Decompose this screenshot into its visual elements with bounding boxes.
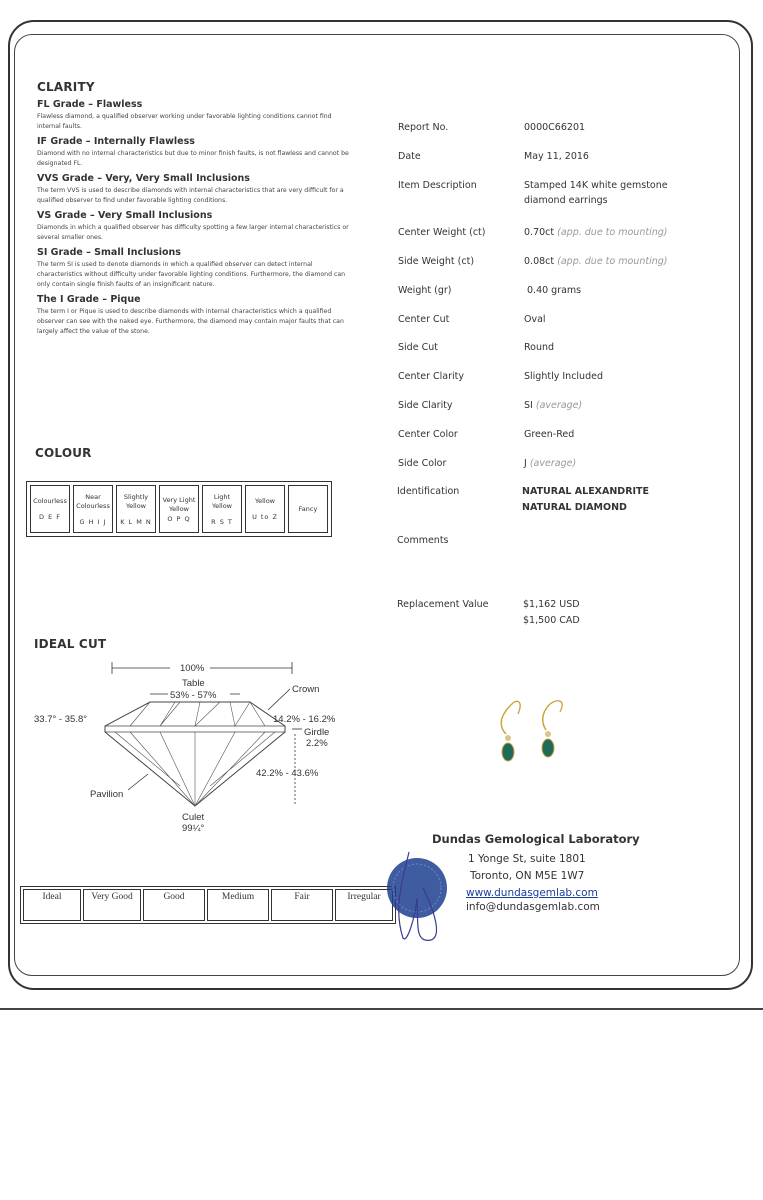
center-cut-value: Oval xyxy=(524,314,546,325)
crown-pointer xyxy=(268,689,290,710)
colour-cell-near-colourless: Near Colourless G H I J xyxy=(73,485,113,533)
clarity-text-vs: Diamonds in which a qualified observer has difficulty spotting a few larger internal characteristics or several smaller ones. xyxy=(37,224,349,241)
center-color-value: Green-Red xyxy=(524,429,575,440)
cut-grade-fair: Fair xyxy=(271,889,333,921)
clarity-text-vvs: The term VVS is used to describe diamonds with internal characteristics that are very difficult for a qualified observer to find under favorable lighting conditions. xyxy=(37,187,344,204)
lab-address-1: 1 Yonge St, suite 1801 xyxy=(468,853,586,865)
girdle-label: Girdle xyxy=(304,727,330,738)
clarity-section xyxy=(37,98,357,340)
date-value: May 11, 2016 xyxy=(524,151,589,162)
center-color-label: Center Color xyxy=(398,429,458,440)
cut-grade-irregular: Irregular xyxy=(335,889,393,921)
ideal-cut-title: IDEAL CUT xyxy=(34,637,107,651)
item-description-value: Stamped 14K white gemstone diamond earrings xyxy=(524,180,668,206)
pavilion-facets xyxy=(115,732,275,806)
crown-angle: 33.7° - 35.8° xyxy=(34,714,88,725)
side-color-value: J (average) xyxy=(524,458,577,469)
colour-cell-colourless: Colourless D E F xyxy=(30,485,70,533)
side-cut-label: Side Cut xyxy=(398,342,438,353)
alexandrite-left xyxy=(502,743,514,761)
comments-label: Comments xyxy=(397,535,449,546)
pavilion-pointer xyxy=(128,774,148,790)
pavilion-label: Pavilion xyxy=(90,789,124,800)
replacement-value-label: Replacement Value xyxy=(397,599,489,610)
alexandrite-right xyxy=(542,739,554,757)
earring-hook-right xyxy=(543,704,550,730)
clarity-heading-fl: FL Grade – Flawless xyxy=(37,99,143,110)
cut-grade-very-good: Very Good xyxy=(83,889,141,921)
clarity-text-if: Diamond with no internal characteristics but due to minor finish faults, is not flawless and cannot be designated FL. xyxy=(37,150,349,167)
center-weight-value: 0.70ct (app. due to mounting) xyxy=(524,227,668,238)
colour-cell-fancy: Fancy xyxy=(288,485,328,533)
side-diamond-left xyxy=(505,735,511,741)
colour-cell-yellow: Yellow U to Z xyxy=(245,485,285,533)
colour-title: COLOUR xyxy=(35,446,92,460)
width-label: 100% xyxy=(180,663,205,674)
lab-seal-and-signature xyxy=(373,848,463,948)
page-divider xyxy=(0,1008,763,1010)
report-no-value: 0000C66201 xyxy=(524,122,586,133)
diamond-proportions-diagram xyxy=(30,656,370,836)
cut-grade-medium: Medium xyxy=(207,889,269,921)
culet-label: Culet xyxy=(182,812,205,823)
center-clarity-value: Slightly Included xyxy=(524,371,603,382)
side-cut-value: Round xyxy=(524,342,555,353)
earring-hook-left xyxy=(501,706,510,734)
crown-facets xyxy=(130,702,265,726)
weight-gr-label: Weight (gr) xyxy=(398,285,452,296)
lab-name: Dundas Gemological Laboratory xyxy=(432,832,640,846)
crown-label: Crown xyxy=(292,684,320,695)
cut-grade-table xyxy=(20,886,396,924)
earring-hook-left-top xyxy=(510,701,520,714)
earring-hook-right-top xyxy=(550,701,562,712)
colour-cell-slightly-yellow: Slightly Yellow K L M N xyxy=(116,485,156,533)
side-weight-label: Side Weight (ct) xyxy=(398,256,475,267)
side-weight-value: 0.08ct (app. due to mounting) xyxy=(524,256,668,267)
center-clarity-label: Center Clarity xyxy=(398,371,464,382)
date-label: Date xyxy=(398,151,421,162)
weight-gr-value: 0.40 grams xyxy=(527,285,582,296)
culet-angle: 99¼° xyxy=(182,823,205,834)
table-label: Table xyxy=(182,678,205,689)
clarity-text-si: The term SI is used to denote diamonds in which a qualified observer can detect internal characteristics without difficulty under favorable lighting conditions. Furthermore, the diamond can only contain single finish faults of an insignificant nature. xyxy=(37,261,346,288)
crown-height: 14.2% - 16.2% xyxy=(273,714,336,725)
cut-grade-ideal: Ideal xyxy=(23,889,81,921)
lab-address-2: Toronto, ON M5E 1W7 xyxy=(470,870,585,882)
clarity-text-fl: Flawless diamond, a qualified observer working under favorable lighting conditions cannot find internal faults. xyxy=(37,113,332,130)
colour-cell-light-yellow: Light Yellow R S T xyxy=(202,485,242,533)
center-weight-label: Center Weight (ct) xyxy=(398,227,486,238)
identification-value-1: NATURAL ALEXANDRITE xyxy=(522,486,650,497)
clarity-heading-if: IF Grade – Internally Flawless xyxy=(37,136,195,147)
clarity-title: CLARITY xyxy=(37,80,95,94)
earrings-photo xyxy=(488,688,578,778)
colour-cell-very-light-yellow: Very Light Yellow O P Q xyxy=(159,485,199,533)
side-clarity-value: SI (average) xyxy=(524,400,583,411)
side-diamond-right xyxy=(545,731,551,737)
replacement-usd: $1,162 USD xyxy=(523,599,580,610)
identification-label: Identification xyxy=(397,486,460,497)
pavilion-depth: 42.2% - 43.6% xyxy=(256,768,319,779)
side-clarity-label: Side Clarity xyxy=(398,400,453,411)
clarity-heading-vs: VS Grade – Very Small Inclusions xyxy=(37,210,213,221)
girdle-value: 2.2% xyxy=(306,738,328,749)
table-range: 53% - 57% xyxy=(170,690,217,701)
clarity-heading-si: SI Grade – Small Inclusions xyxy=(37,247,181,258)
clarity-heading-i: The I Grade – Pique xyxy=(37,294,141,305)
report-no-label: Report No. xyxy=(398,122,449,133)
replacement-cad: $1,500 CAD xyxy=(523,615,580,626)
clarity-text-i: The term I or Pique is used to describe diamonds with internal characteristics which a qualified observer can see with the naked eye. Furthermore, the diamond may contain major faults that can largely affect the value of the stone. xyxy=(37,308,344,335)
center-cut-label: Center Cut xyxy=(398,314,450,325)
cut-grade-good: Good xyxy=(143,889,205,921)
lab-email[interactable]: info@dundasgemlab.com xyxy=(466,901,600,913)
lab-contact xyxy=(432,832,640,913)
identification-value-2: NATURAL DIAMOND xyxy=(522,502,627,513)
clarity-heading-vvs: VVS Grade – Very, Very Small Inclusions xyxy=(37,173,250,184)
item-description-label: Item Description xyxy=(398,180,477,191)
side-color-label: Side Color xyxy=(398,458,447,469)
colour-scale-table xyxy=(26,481,332,537)
lab-website-link[interactable]: www.dundasgemlab.com xyxy=(466,887,598,899)
